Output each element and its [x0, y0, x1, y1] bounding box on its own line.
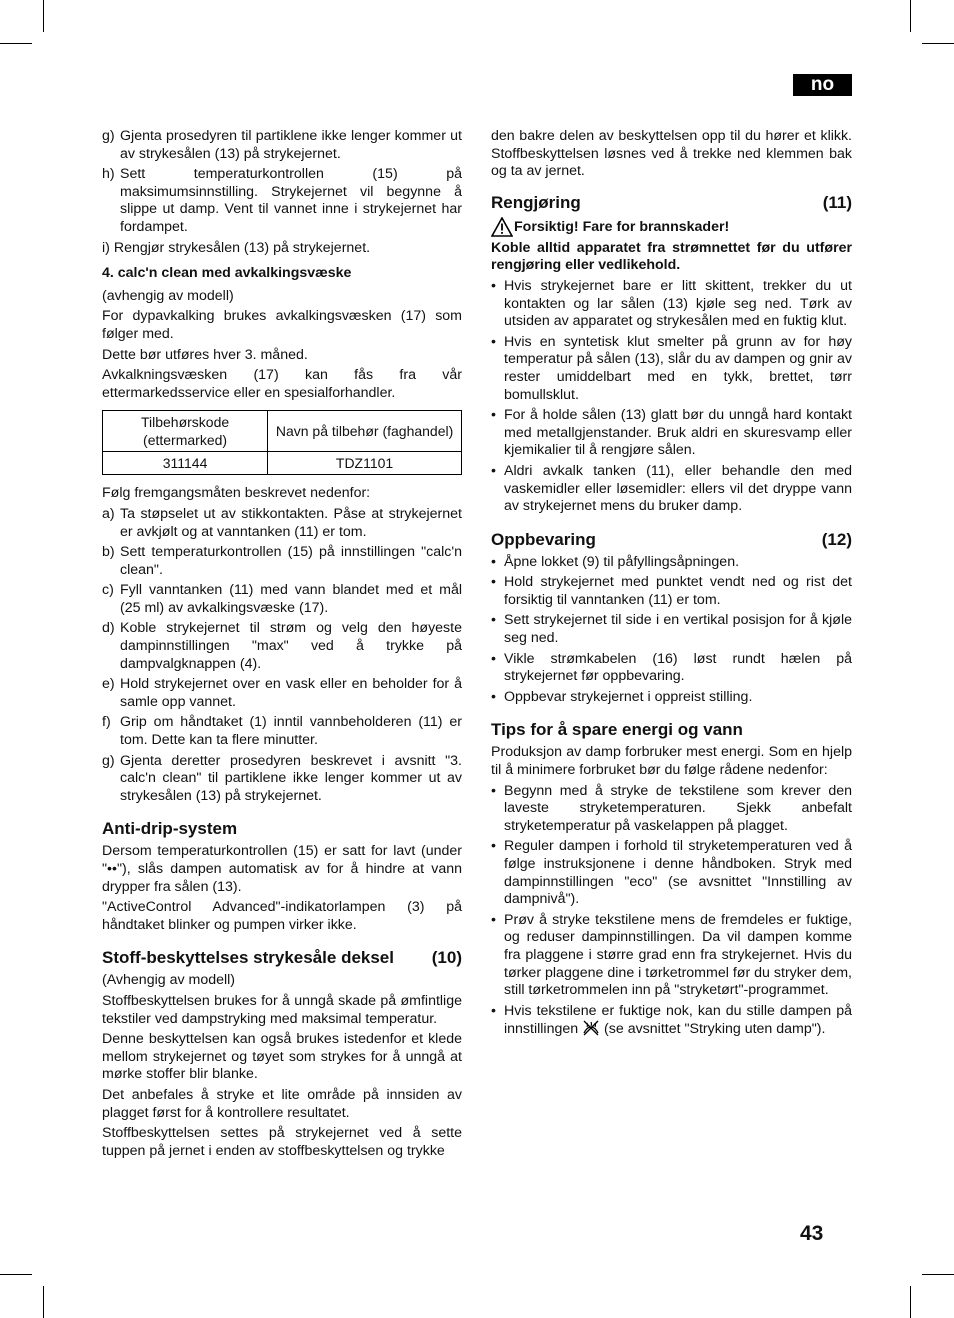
list-item: • Hold strykejernet med punktet vendt ned og rist det forsiktig til vanntanken (11) er tom.	[491, 574, 852, 608]
crop-mark	[43, 1286, 44, 1318]
warning-text: Koble alltid apparatet fra strømnettet før du utfører rengjøring eller vedlikehold.	[491, 239, 852, 274]
list-item: a) Ta støpselet ut av stikkontakten. Påse at strykejernet er avkjølt og at vanntanken (11) er tom.	[102, 505, 462, 540]
paragraph: (avhengig av modell)	[102, 287, 234, 304]
table-header-cell: Navn på tilbehør (faghandel)	[268, 411, 462, 452]
crop-mark	[910, 1286, 911, 1318]
list-item: b) Sett temperaturkontrollen (15) på innstillingen "calc'n clean".	[102, 544, 462, 578]
page-number: 43	[800, 1222, 824, 1245]
paragraph: Dersom temperaturkontrollen (15) er satt for lavt (under "••"), slås dampen automatisk av for å hindre at vann drypper fra sålen (13).	[102, 843, 462, 895]
paragraph: Stoffbeskyttelsen settes på strykejernet ved å sette tuppen på jernet i enden av stoffbeskyttelsen og trykke	[102, 1125, 462, 1159]
list-item: h) Sett temperaturkontrollen (15) på maksimumsinnstilling. Strykejernet vil begynne å slippe ut damp. Vent til vannet inne i strykejernet har fordampet.	[102, 166, 462, 235]
crop-mark	[0, 43, 32, 44]
paragraph: Avkalkningsvæsken (17) kan fås fra vår ettermarkedsservice eller en spesialforhandler.	[102, 367, 462, 401]
table-header-cell: Tilbehørskode (ettermarked)	[103, 411, 268, 452]
list-item: • Hvis tekstilene er fuktige nok, kan du stille dampen på innstillingen (se avsnittet "Stryking uten damp").	[491, 1002, 852, 1038]
list-item: • Hvis en syntetisk klut smelter på grunn av for høy temperatur på sålen (13), slår du av dampen og gnir av rester umiddelbart med en tykk, brettet, tørr bomullsklut.	[491, 333, 852, 403]
list-item: • Aldri avkalk tanken (11), eller behandle den med vaskemidler eller løsemidler: ellers vil det dryppe vann av strykejernet mens du bruker damp.	[491, 462, 852, 515]
list-item: • Åpne lokket (9) til påfyllingsåpningen.	[491, 553, 740, 570]
list-item: d) Koble strykejernet til strøm og velg den høyeste dampinnstillingen "max" ved å trykke på dampvalgknappen (4).	[102, 620, 462, 672]
list-item: • For å holde sålen (13) glatt bør du unngå hard kontakt med metallgjenstander. Bruk aldri en skuresvamp eller kjemikalier til å rengjøre sålen.	[491, 407, 852, 459]
crop-mark	[922, 1274, 954, 1275]
table-cell: 311144	[103, 452, 268, 475]
list-item: f) Grip om håndtaket (1) inntil vannbeholderen (11) er tom. Dette kan ta flere minutter.	[102, 714, 462, 749]
section-heading: Rengjøring (11)	[491, 192, 852, 212]
crop-mark	[922, 43, 954, 44]
no-steam-icon	[582, 1020, 600, 1036]
paragraph: Stoffbeskyttelsen brukes for å unngå skade på ømfintlige tekstiler ved dampstryking med maksimal temperatur.	[102, 992, 462, 1027]
list-item: g) Gjenta prosedyren til partiklene ikke lenger kommer ut av strykesålen (13) på strykejernet.	[102, 128, 462, 162]
paragraph: Det anbefales å stryke et lite område på innsiden av plagget først for å kontrollere resultatet.	[102, 1086, 462, 1121]
section-heading: Tips for å spare energi og vann	[491, 720, 743, 740]
list-item: • Sett strykejernet til side i en vertikal posisjon for å kjøle seg ned.	[491, 612, 852, 647]
list-item: • Begynn med å stryke de tekstilene som krever den laveste stryketemperaturen. Sjekk anbefalt stryketemperatur på vaskelappen på plagget.	[491, 782, 852, 834]
paragraph: (Avhengig av modell)	[102, 972, 236, 989]
section-heading: Stoff-beskyttelses strykesåle deksel (10)	[102, 948, 462, 968]
accessory-table	[102, 410, 462, 475]
list-item: • Reguler dampen i forhold til stryketemperaturen ved å følge instruksjonene i denne håndboken. Stryk med dampinnstillingen "eco" (se avsnittet "Innstilling av dampnivå").	[491, 838, 852, 908]
paragraph: Dette bør utføres hver 3. måned.	[102, 346, 308, 363]
list-item: g) Gjenta deretter prosedyren beskrevet i avsnitt "3. calc'n clean" til partiklene ikke lenger kommer ut av strykesålen (13) på strykejernet.	[102, 752, 462, 804]
warning-triangle-icon	[491, 217, 513, 237]
paragraph: Følg fremgangsmåten beskrevet nedenfor:	[102, 485, 371, 502]
section-subheading: 4. calc'n clean med avkalkingsvæske	[102, 265, 352, 282]
paragraph: i) Rengjør strykesålen (13) på strykejernet.	[102, 239, 371, 256]
paragraph: den bakre delen av beskyttelsen opp til du hører et klikk. Stoffbeskyttelsen løsnes ved å trekke ned klemmen bak og ta av jernet.	[491, 128, 852, 180]
list-item: e) Hold strykejernet over en vask eller en beholder for å samle opp vannet.	[102, 676, 462, 710]
warning-line: Forsiktig! Fare for brannskader!	[491, 217, 852, 237]
list-item: • Hvis strykejernet bare er litt skittent, trekker du ut kontakten og lar sålen (13) kjøle seg ned. Tørk av utsiden av apparatet og strykesålen med en fuktig klut.	[491, 277, 852, 330]
paragraph: Produksjon av damp forbruker mest energi. Som en hjelp til å minimere forbruket bør du følge rådene nedenfor:	[491, 744, 852, 779]
list-item: c) Fyll vanntanken (11) med vann blandet med et mål (25 ml) av avkalkingsvæske (17).	[102, 582, 462, 616]
left-column	[102, 128, 462, 1163]
paragraph: For dypavkalking brukes avkalkingsvæsken (17) som følger med.	[102, 308, 462, 342]
paragraph: Denne beskyttelsen kan også brukes istedenfor et klede mellom strykejernet og tøyet som strykes for å unngå at mørke stoffer blir blanke.	[102, 1031, 462, 1083]
crop-mark	[43, 0, 44, 32]
section-heading: Oppbevaring (12)	[491, 529, 852, 549]
paragraph: "ActiveControl Advanced"-indikatorlampen (3) på håndtaket blinker og pumpen virker ikke.	[102, 899, 462, 933]
list-item: • Prøv å stryke tekstilene mens de fremdeles er fuktige, og reduser dampinnstillingen. Da vil dampen komme fra plaggene i større grad enn fra strykejernet. Hvis du tørker plaggene dine i tørketrommel før du stryker dem, still tørketrommelen inn på "stryketørt"-programmet.	[491, 911, 852, 999]
language-tag: no	[793, 74, 852, 96]
right-column	[491, 128, 852, 1042]
list-item: • Oppbevar strykejernet i oppreist stilling.	[491, 688, 753, 705]
crop-mark	[0, 1274, 32, 1275]
crop-mark	[910, 0, 911, 32]
table-cell: TDZ1101	[268, 452, 462, 475]
section-heading: Anti-drip-system	[102, 819, 238, 839]
list-item: • Vikle strømkabelen (16) løst rundt hælen på strykejernet før oppbevaring.	[491, 650, 852, 685]
